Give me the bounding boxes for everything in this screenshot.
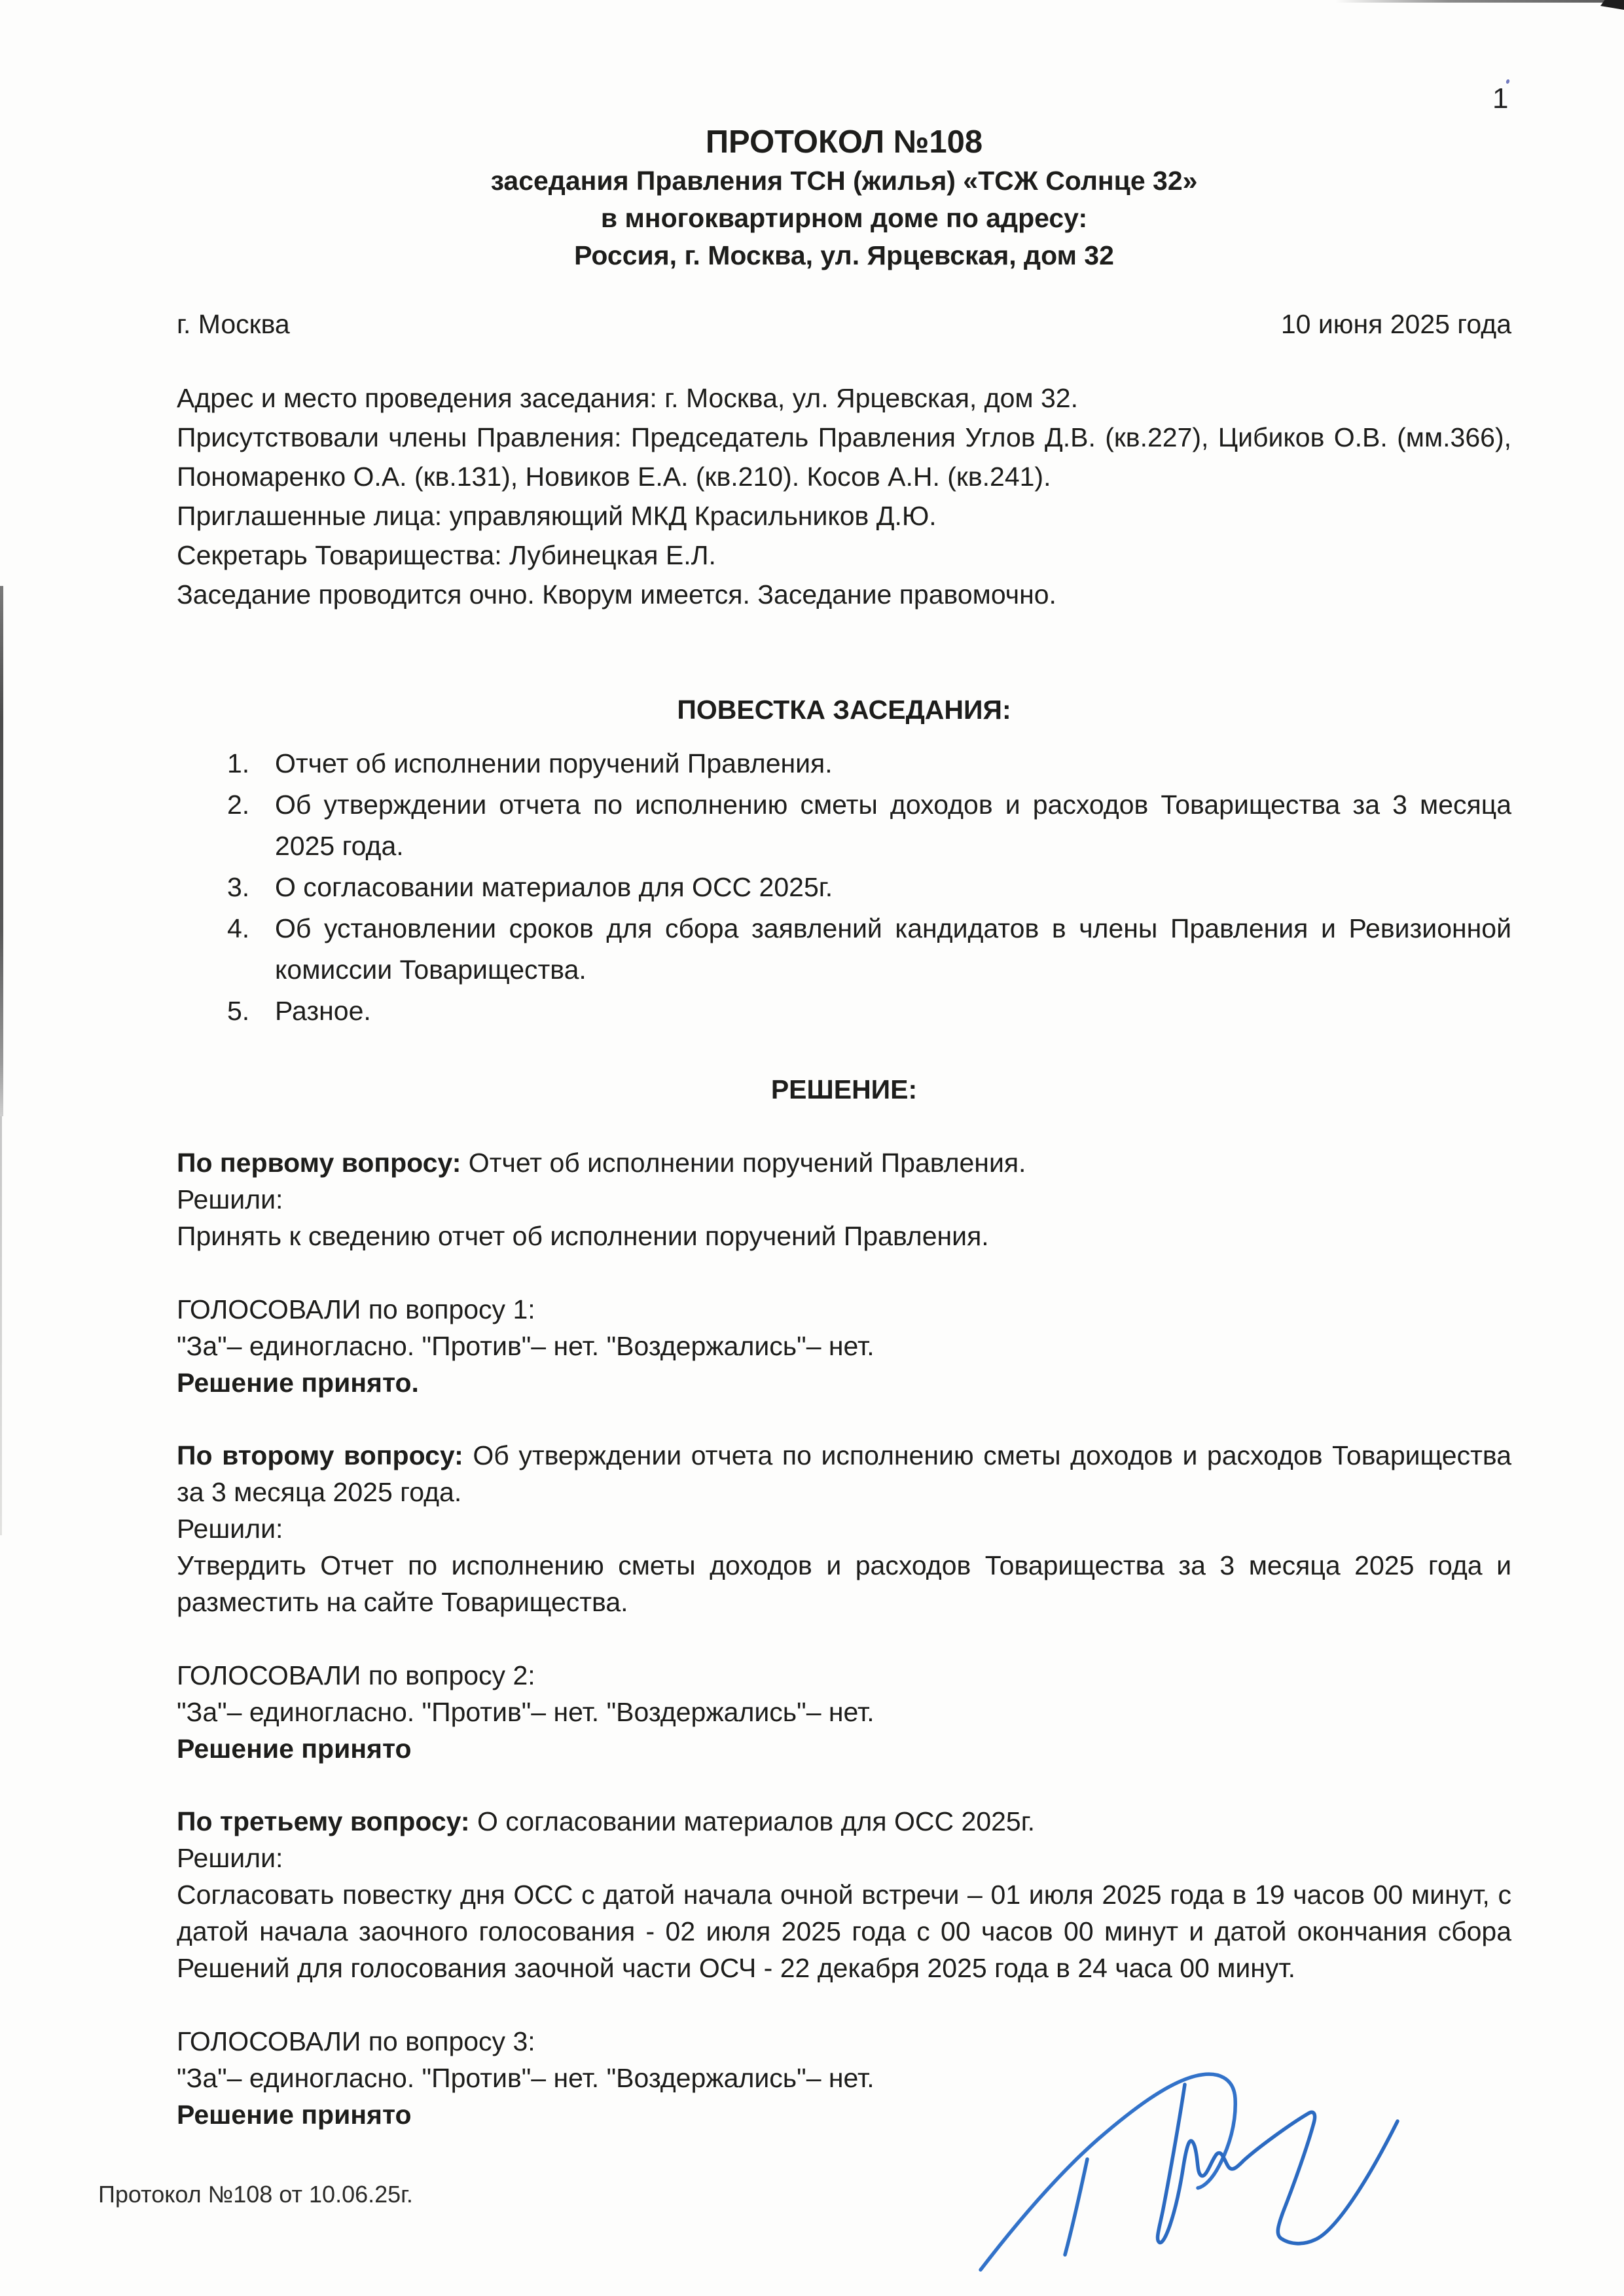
resolution-line: Утвердить Отчет по исполнению сметы доходов и расходов Товарищества за 3 месяца 2025 года и xyxy=(177,1550,1511,1580)
decision-heading: РЕШЕНИЕ: xyxy=(770,1074,918,1104)
question-lead-line xyxy=(177,1437,1511,1474)
agenda-item-number: 3. xyxy=(227,872,250,902)
intro-line: Адрес и место проведения заседания: г. Москва, ул. Ярцевская, дом 32. xyxy=(177,383,1078,413)
agenda-heading: ПОВЕСТКА ЗАСЕДАНИЯ: xyxy=(677,695,1011,725)
question-lead: По третьему вопросу: xyxy=(177,1806,470,1836)
agenda-list xyxy=(177,743,1511,1032)
question-text: О согласовании материалов для ОСС 2025г. xyxy=(469,1806,1036,1836)
agenda-item-number: 5. xyxy=(227,996,250,1026)
agenda-item-line: 2025 года. xyxy=(275,831,404,861)
intro-line: Пономаренко О.А. (кв.131), Новиков Е.А. (кв.210). Косов А.Н. (кв.241). xyxy=(177,462,1051,492)
question-block-1 xyxy=(177,1144,1511,1401)
vote-heading: ГОЛОСОВАЛИ по вопросу 3: xyxy=(177,2026,535,2056)
page-number: 1 xyxy=(1492,82,1509,115)
agenda-item xyxy=(177,867,1511,908)
agenda-item-number: 2. xyxy=(227,790,250,820)
resolution-line: Решений для голосования заочной части ОСЧ - 22 декабря 2025 года в 24 часа 00 минут. xyxy=(177,1953,1296,1983)
resolution-line: Принять к сведению отчет об исполнении поручений Правления. xyxy=(177,1221,989,1251)
resolution-line: Согласовать повестку дня ОСС с датой начала очной встречи – 01 июля 2025 года в 19 часов 00 минут, с xyxy=(177,1880,1511,1910)
question-text: Отчет об исполнении поручений Правления. xyxy=(461,1148,1026,1178)
meeting-city: г. Москва xyxy=(177,309,290,339)
decision-status: Решение принято xyxy=(177,1734,412,1764)
question-text: Об утверждении отчета по исполнению сметы доходов и расходов Товарищества xyxy=(463,1440,1511,1470)
question-lead: По первому вопросу: xyxy=(177,1148,461,1178)
agenda-item-line: Отчет об исполнении поручений Правления. xyxy=(275,748,833,778)
agenda-item xyxy=(177,991,1511,1032)
agenda-item-line: О согласовании материалов для ОСС 2025г. xyxy=(275,872,833,902)
vote-result: "За"– единогласно. "Против"– нет. "Воздержались"– нет. xyxy=(177,2063,875,2093)
vote-block xyxy=(177,1657,1511,1767)
scan-artifact-left-line xyxy=(0,586,3,1116)
agenda-item xyxy=(177,743,1511,784)
agenda-item xyxy=(177,908,1511,991)
agenda-item-line: Об установлении сроков для сбора заявлений кандидатов в члены Правления и Ревизионной xyxy=(275,913,1511,943)
vote-result: "За"– единогласно. "Против"– нет. "Воздержались"– нет. xyxy=(177,1697,875,1727)
subtitle-line: заседания Правления ТСН (жилья) «ТСЖ Солнце 32» xyxy=(490,166,1198,196)
scan-artifact-corner xyxy=(1600,0,1624,10)
intro-line: Приглашенные лица: управляющий МКД Красильников Д.Ю. xyxy=(177,501,937,531)
subtitle-line: в многоквартирном доме по адресу: xyxy=(600,203,1088,233)
intro-line: Заседание проводится очно. Кворум имеется. Заседание правомочно. xyxy=(177,579,1056,610)
question-lead-line xyxy=(177,1803,1511,1840)
intro-line: Присутствовали члены Правления: Председатель Правления Углов Д.В. (кв.227), Цибиков О.В. (мм.366), xyxy=(177,422,1511,452)
resolved-label: Решили: xyxy=(177,1184,283,1214)
agenda-item-line: Об утверждении отчета по исполнению сметы доходов и расходов Товарищества за 3 месяца xyxy=(275,790,1511,820)
document-title: ПРОТОКОЛ №108 xyxy=(705,124,983,160)
meeting-date: 10 июня 2025 года xyxy=(1280,309,1511,339)
signature xyxy=(967,2037,1419,2296)
question-line: за 3 месяца 2025 года. xyxy=(177,1477,462,1507)
decision-status: Решение принято. xyxy=(177,1368,419,1398)
intro-paragraph xyxy=(177,378,1511,614)
question-lead: По второму вопросу: xyxy=(177,1440,463,1470)
agenda-item xyxy=(177,784,1511,867)
vote-block xyxy=(177,1291,1511,1401)
vote-result: "За"– единогласно. "Против"– нет. "Воздержались"– нет. xyxy=(177,1331,875,1361)
intro-line: Секретарь Товарищества: Лубинецкая Е.Л. xyxy=(177,540,716,570)
question-block-2 xyxy=(177,1437,1511,1767)
decision-status: Решение принято xyxy=(177,2100,412,2130)
document-header xyxy=(177,0,1511,274)
signature-ink xyxy=(967,2037,1419,2293)
resolution-line: разместить на сайте Товарищества. xyxy=(177,1587,628,1617)
question-lead-line xyxy=(177,1144,1511,1181)
agenda-item-number: 4. xyxy=(227,913,250,943)
vote-heading: ГОЛОСОВАЛИ по вопросу 2: xyxy=(177,1660,535,1690)
subtitle-line: Россия, г. Москва, ул. Ярцевская, дом 32 xyxy=(574,240,1114,270)
scan-artifact-top-edge xyxy=(1335,0,1624,3)
agenda-item-line: комиссии Товарищества. xyxy=(275,955,586,985)
agenda-item-line: Разное. xyxy=(275,996,371,1026)
place-date-row xyxy=(177,306,1511,343)
scan-artifact-left-line-faint xyxy=(0,1116,2,1535)
resolved-label: Решили: xyxy=(177,1514,283,1544)
resolution-line: датой начала заочного голосования - 02 июля 2025 года с 00 часов 00 минут и датой окончания сбора xyxy=(177,1916,1511,1946)
vote-heading: ГОЛОСОВАЛИ по вопросу 1: xyxy=(177,1294,535,1324)
resolved-label: Решили: xyxy=(177,1843,283,1873)
agenda-item-number: 1. xyxy=(227,748,250,778)
footer-note: Протокол №108 от 10.06.25г. xyxy=(98,2181,413,2208)
